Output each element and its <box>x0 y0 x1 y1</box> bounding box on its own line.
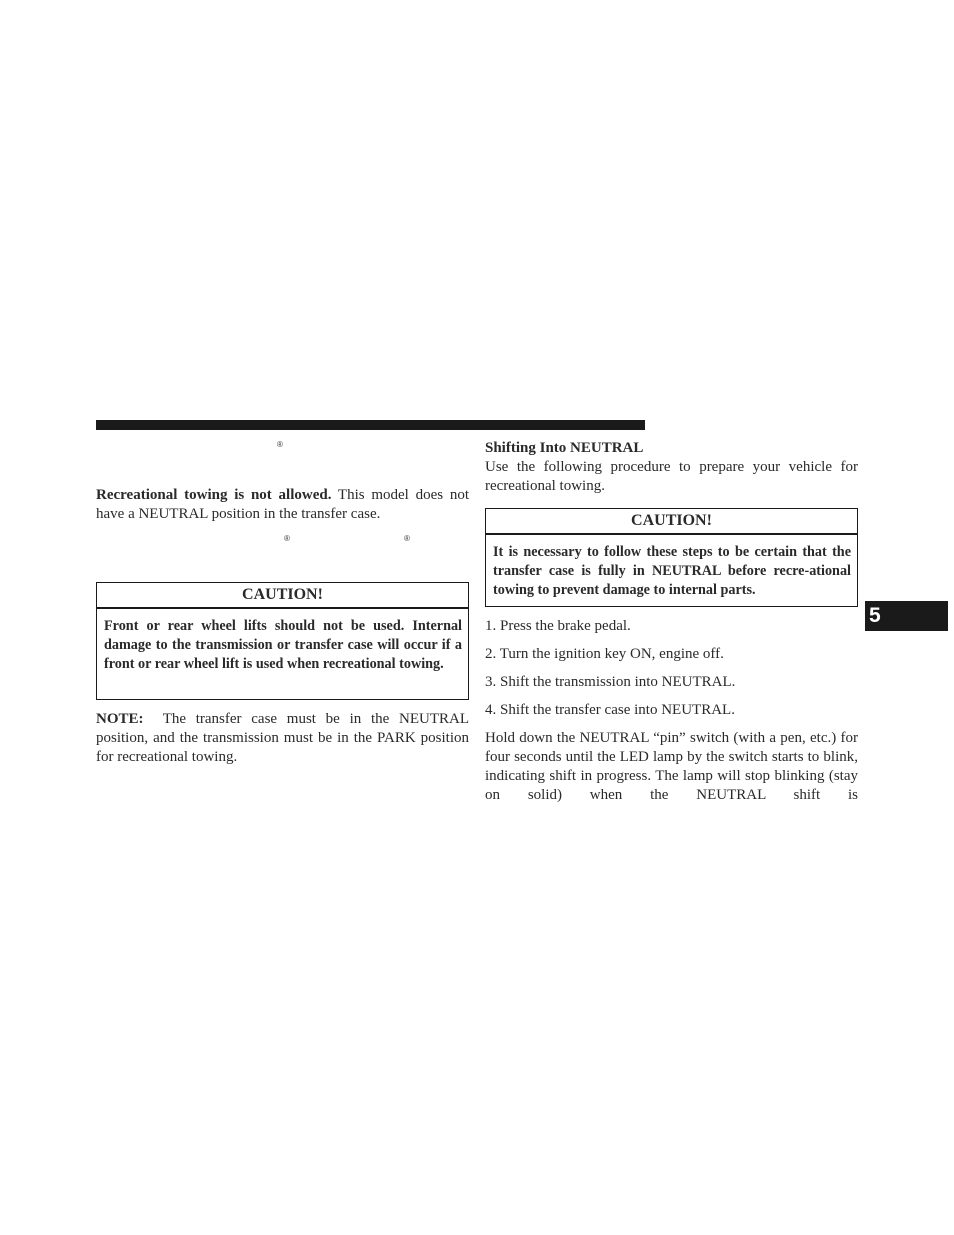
note-label: NOTE: <box>96 711 144 727</box>
step-item: 2. Turn the ignition key ON, engine off. <box>485 646 724 662</box>
section-header-rule <box>96 420 645 430</box>
intro-rest: This model does not have a NEUTRAL position in the transfer case. <box>96 487 469 522</box>
registered-mark: ® <box>404 534 410 543</box>
registered-mark: ® <box>277 440 283 449</box>
caution-title: CAUTION! <box>97 583 468 609</box>
caution-box-left <box>96 582 469 700</box>
chapter-tab: 5 <box>865 601 948 631</box>
note-paragraph <box>96 710 473 767</box>
right-intro-paragraph <box>485 458 858 496</box>
step-item: 4. Shift the transfer case into NEUTRAL. <box>485 702 735 718</box>
intro-bold: Recreational towing is not allowed. <box>96 487 332 503</box>
section-heading: Shifting Into NEUTRAL <box>485 440 644 456</box>
caution-title: CAUTION! <box>486 509 857 535</box>
right-intro-text: Use the following procedure to prepare your vehicle for recreational towing. <box>485 459 858 494</box>
right-body-paragraph <box>485 729 858 805</box>
caution-box-right <box>485 508 858 607</box>
caution-text: It is necessary to follow these steps to be certain that the transfer case is fully in NEUTRAL before recre-ational towing to prevent damage to internal parts. <box>493 544 851 598</box>
right-body-text: Hold down the NEUTRAL “pin” switch (with a pen, etc.) for four seconds until the LED lamp by the switch starts to blink, indicating shift in progress. The lamp will stop blinking (stay on solid) when the NEUTRAL shift is <box>485 730 858 803</box>
step-item: 3. Shift the transmission into NEUTRAL. <box>485 674 736 690</box>
note-text: The transfer case must be in the NEUTRAL position, and the transmission must be in the PARK position for recreational towing. <box>96 711 473 765</box>
left-intro-paragraph <box>96 486 469 524</box>
registered-mark: ® <box>284 534 290 543</box>
caution-text: Front or rear wheel lifts should not be used. Internal damage to the transmission or transfer case will occur if a front or rear wheel lift is used when recreational towing. <box>104 618 462 672</box>
step-item: 1. Press the brake pedal. <box>485 618 631 634</box>
right-heading <box>485 439 858 458</box>
